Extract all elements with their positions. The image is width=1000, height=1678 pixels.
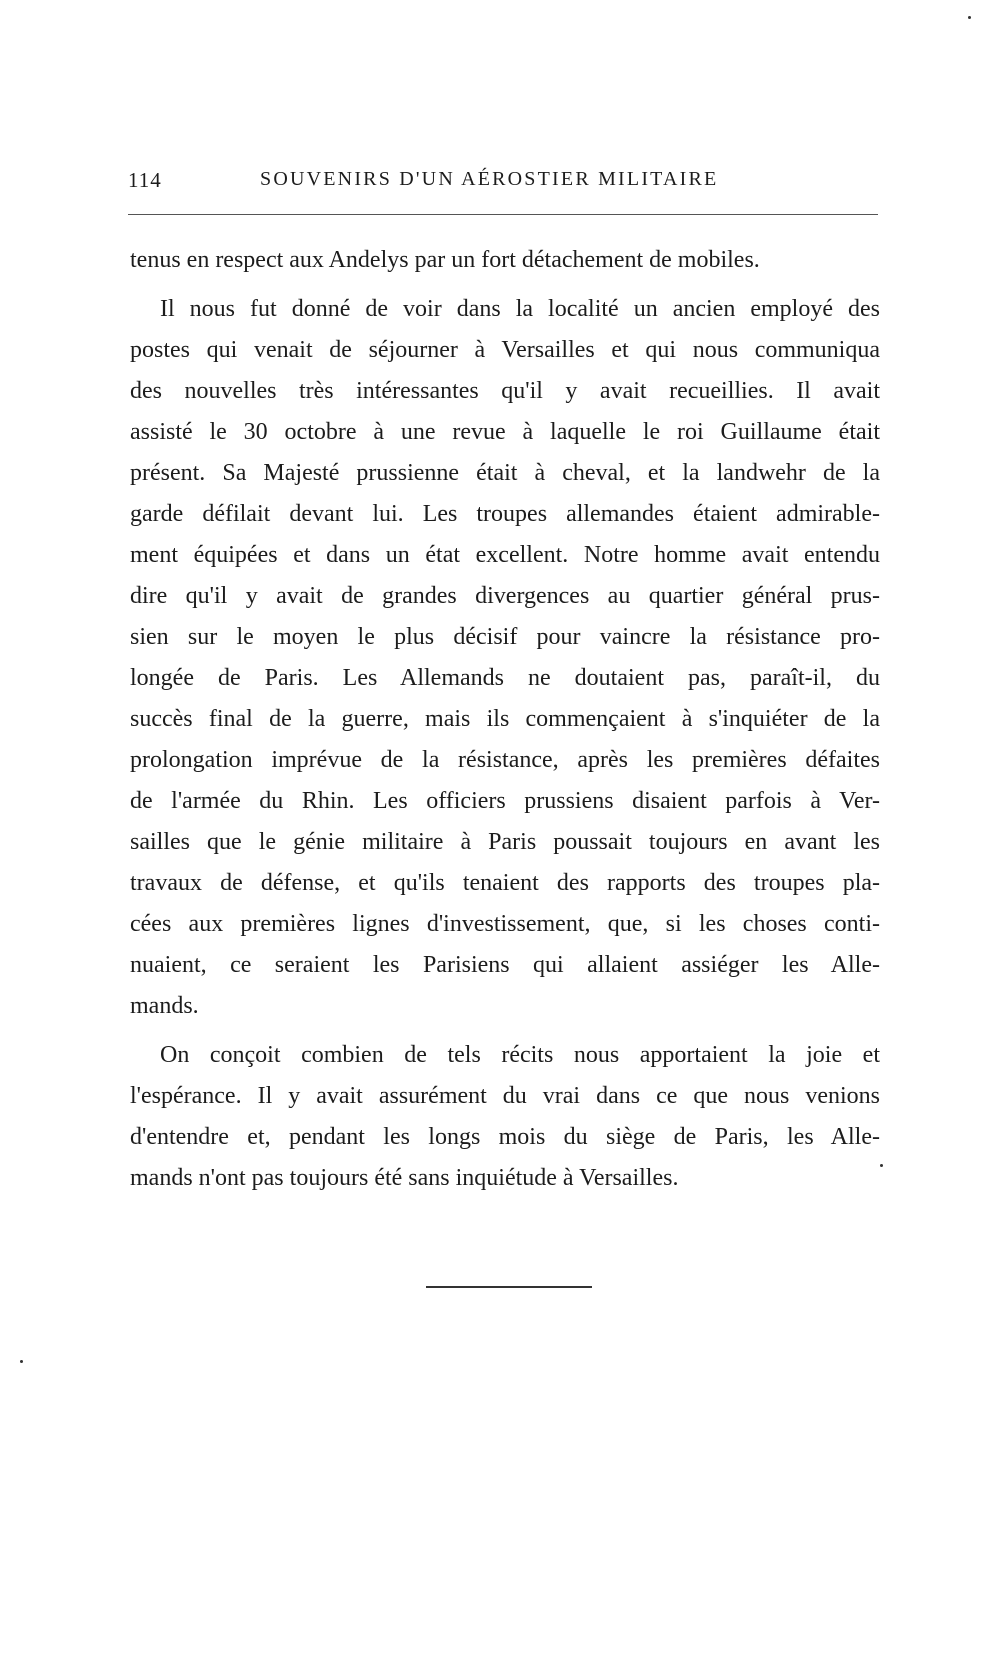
text-line: présent. Sa Majesté prussienne était à cheval, et la landwehr de la — [130, 460, 880, 486]
print-speck — [880, 1164, 883, 1167]
text-line: garde défilait devant lui. Les troupes allemandes étaient admirable- — [130, 501, 880, 527]
paragraph-2 — [130, 289, 880, 1027]
print-speck — [968, 16, 971, 19]
end-of-chapter-rule — [426, 1286, 592, 1288]
text-line: mands. — [130, 993, 199, 1019]
text-line: longée de Paris. Les Allemands ne doutaient pas, paraît-il, du — [130, 665, 880, 691]
running-title: SOUVENIRS D'UN AÉROSTIER MILITAIRE — [260, 168, 719, 190]
text-line: d'entendre et, pendant les longs mois du siège de Paris, les Alle- — [130, 1124, 880, 1150]
text-line: cées aux premières lignes d'investissement, que, si les choses conti- — [130, 911, 880, 937]
print-speck — [20, 1360, 23, 1363]
body-text — [130, 240, 880, 1199]
text-line: assisté le 30 octobre à une revue à laquelle le roi Guillaume était — [130, 419, 880, 445]
header-rule — [128, 214, 878, 215]
text-line: postes qui venait de séjourner à Versailles et qui nous communiqua — [130, 337, 880, 363]
page-header — [128, 168, 872, 198]
text-line: On conçoit combien de tels récits nous apportaient la joie et — [160, 1042, 880, 1068]
text-line: ment équipées et dans un état excellent. Notre homme avait entendu — [130, 542, 880, 568]
text-line: mands n'ont pas toujours été sans inquiétude à Versailles. — [130, 1165, 679, 1191]
paragraph-1 — [130, 240, 880, 281]
text-line: l'espérance. Il y avait assurément du vrai dans ce que nous venions — [130, 1083, 880, 1109]
text-line: nuaient, ce seraient les Parisiens qui allaient assiéger les Alle- — [130, 952, 880, 978]
text-line: sien sur le moyen le plus décisif pour vaincre la résistance pro- — [130, 624, 880, 650]
text-line: Il nous fut donné de voir dans la localité un ancien employé des — [160, 296, 880, 322]
text-line: tenus en respect aux Andelys par un fort détachement de mobiles. — [130, 247, 760, 273]
paragraph-3 — [130, 1035, 880, 1199]
text-line: succès final de la guerre, mais ils commençaient à s'inquiéter de la — [130, 706, 880, 732]
text-line: de l'armée du Rhin. Les officiers prussiens disaient parfois à Ver- — [130, 788, 880, 814]
page-number: 114 — [128, 168, 162, 192]
text-line: travaux de défense, et qu'ils tenaient des rapports des troupes pla- — [130, 870, 880, 896]
text-line: sailles que le génie militaire à Paris poussait toujours en avant les — [130, 829, 880, 855]
text-line: prolongation imprévue de la résistance, après les premières défaites — [130, 747, 880, 773]
text-line: des nouvelles très intéressantes qu'il y avait recueillies. Il avait — [130, 378, 880, 404]
text-line: dire qu'il y avait de grandes divergences au quartier général prus- — [130, 583, 880, 609]
